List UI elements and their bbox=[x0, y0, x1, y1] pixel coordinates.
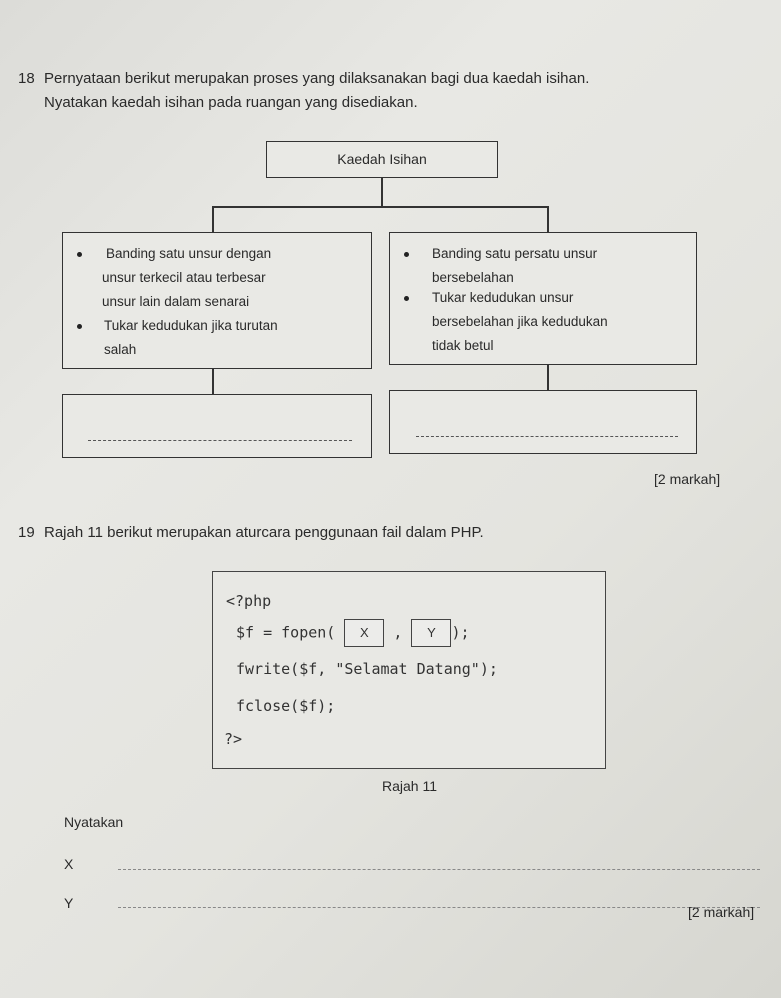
code-comma: , bbox=[393, 623, 403, 642]
php-open-tag: <?php bbox=[226, 592, 272, 610]
figure-caption: Rajah 11 bbox=[382, 778, 438, 794]
blank-box-x bbox=[344, 619, 384, 647]
connector-right-bottom bbox=[547, 365, 549, 393]
left-line: salah bbox=[104, 342, 137, 357]
right-item-1 bbox=[432, 242, 597, 290]
blank-box-y bbox=[411, 619, 451, 647]
code-fopen-suffix: ); bbox=[451, 623, 470, 642]
right-line: Tukar kedudukan unsur bbox=[432, 290, 574, 305]
question-18-number: 18 bbox=[18, 70, 35, 87]
blank-box-x-label: X bbox=[360, 625, 369, 640]
question-19-text: Rajah 11 berikut merupakan aturcara penggunaan fail dalam PHP. bbox=[44, 524, 484, 541]
connector-top-horizontal bbox=[212, 206, 548, 208]
left-item-2-cont bbox=[104, 338, 136, 362]
question-18-text-line2: Nyatakan kaedah isihan pada ruangan yang disediakan. bbox=[44, 94, 418, 111]
code-line-fwrite: fwrite($f, "Selamat Datang"); bbox=[236, 660, 498, 678]
answer-prompt: Nyatakan bbox=[64, 814, 124, 830]
right-line: bersebelahan bbox=[432, 270, 514, 285]
connector-left-down bbox=[212, 206, 214, 234]
answer-line-left[interactable] bbox=[88, 440, 352, 441]
bullet-icon bbox=[77, 252, 82, 257]
code-line-fopen bbox=[236, 619, 470, 647]
left-line: unsur lain dalam senarai bbox=[102, 294, 250, 309]
right-line: bersebelahan jika kedudukan bbox=[432, 314, 608, 329]
question-18-marks: [2 markah] bbox=[654, 471, 721, 487]
question-19-marks: [2 markah] bbox=[688, 904, 755, 920]
answer-box-right[interactable] bbox=[389, 390, 697, 454]
left-item-2 bbox=[104, 314, 278, 338]
connector-left-bottom bbox=[212, 369, 214, 395]
question-18-text-line1: Pernyataan berikut merupakan proses yang dilaksanakan bagi dua kaedah isihan. bbox=[44, 70, 590, 87]
left-line: Tukar kedudukan jika turutan bbox=[104, 318, 278, 333]
right-line: Banding satu persatu unsur bbox=[432, 246, 598, 261]
answer-line-y[interactable] bbox=[118, 907, 760, 908]
diagram-root-label: Kaedah Isihan bbox=[337, 151, 427, 167]
code-fopen-prefix: $f = fopen( bbox=[236, 623, 336, 642]
answer-line-right[interactable] bbox=[416, 436, 678, 437]
bullet-icon bbox=[404, 296, 409, 301]
right-item-2 bbox=[432, 286, 608, 358]
answer-line-x[interactable] bbox=[118, 869, 760, 870]
connector-right-down bbox=[547, 206, 549, 234]
answer-label-x: X bbox=[64, 856, 74, 872]
right-line: tidak betul bbox=[432, 338, 494, 353]
answer-box-left[interactable] bbox=[62, 394, 372, 458]
bullet-icon bbox=[404, 252, 409, 257]
diagram-root-box bbox=[266, 141, 498, 178]
left-line: unsur terkecil atau terbesar bbox=[102, 270, 266, 285]
left-item-1-cont bbox=[102, 266, 266, 314]
connector-root-down bbox=[381, 178, 383, 206]
code-line-fclose: fclose($f); bbox=[236, 697, 336, 715]
left-item-1 bbox=[106, 242, 271, 266]
answer-label-y: Y bbox=[64, 895, 74, 911]
left-line: Banding satu unsur dengan bbox=[106, 246, 272, 261]
question-19-number: 19 bbox=[18, 524, 35, 541]
bullet-icon bbox=[77, 324, 82, 329]
blank-box-y-label: Y bbox=[427, 625, 436, 640]
php-close-tag: ?> bbox=[224, 730, 243, 748]
